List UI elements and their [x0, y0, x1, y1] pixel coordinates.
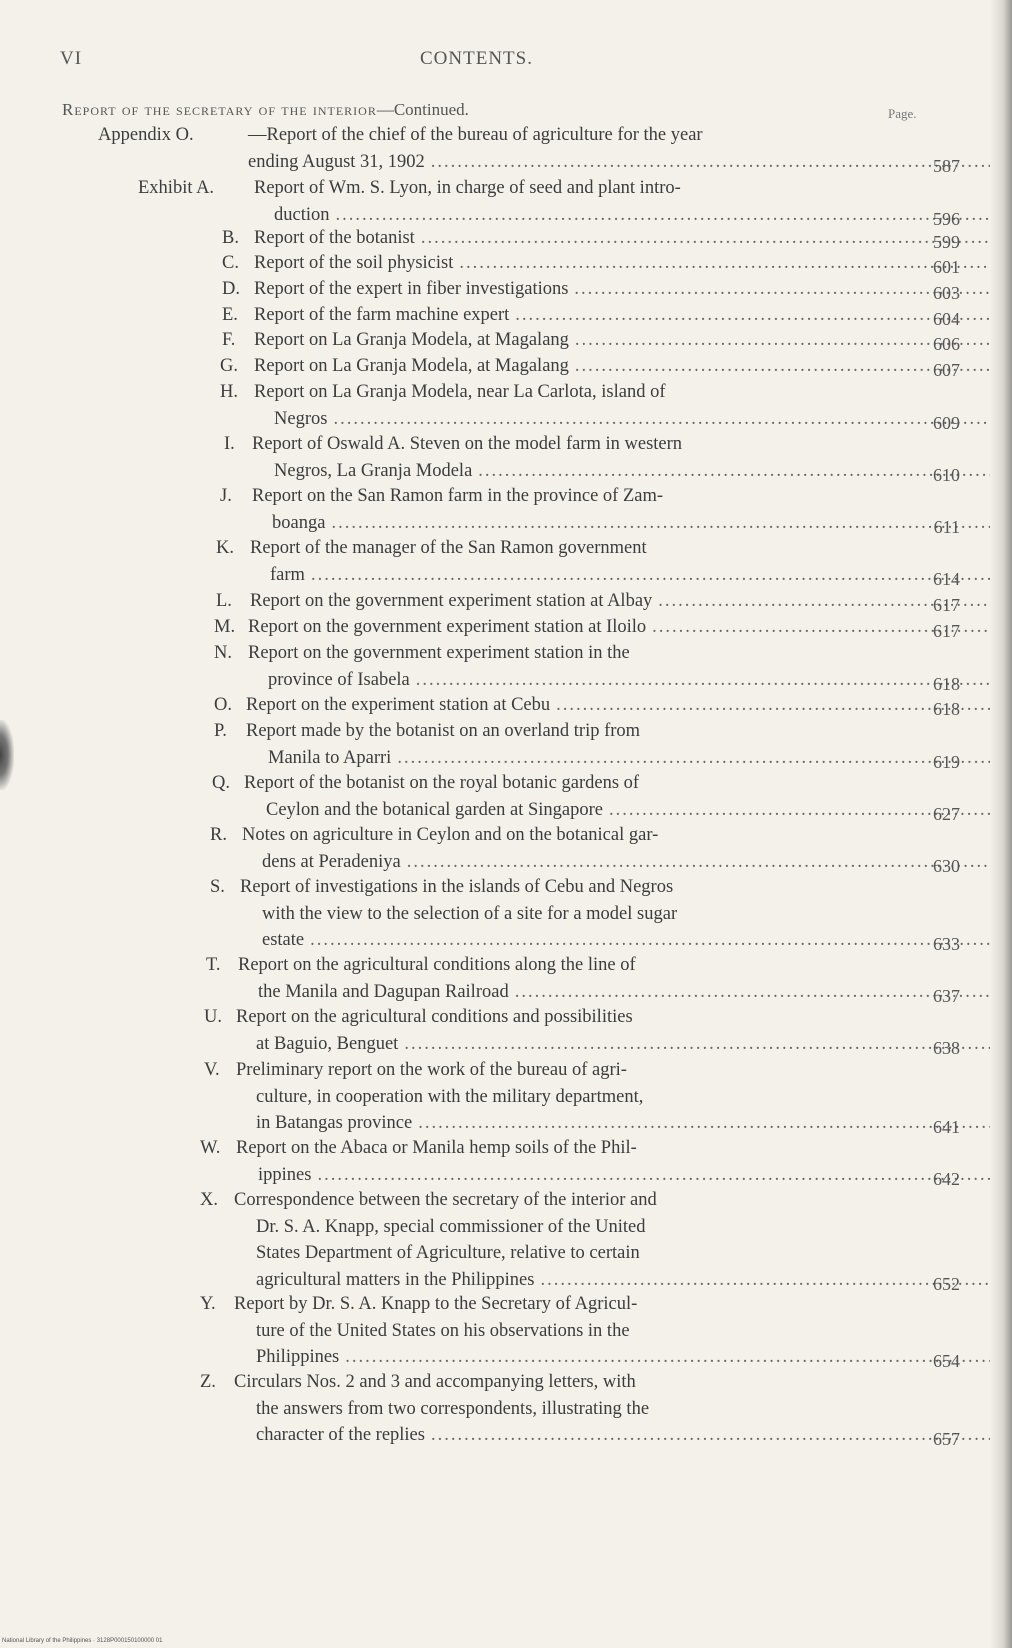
page-title: CONTENTS. [420, 48, 533, 69]
entry-label: J. [220, 486, 232, 506]
entry-page-number: 617 [933, 595, 960, 615]
entry-line: duction [274, 204, 330, 225]
entry-line: States Department of Agriculture, relative to certain [256, 1243, 640, 1263]
entry-line: Negros [274, 408, 328, 429]
section-title: Report of the secretary of the interior [62, 100, 377, 119]
leader-dots [317, 1162, 1012, 1189]
leader-dots [331, 510, 1012, 537]
entry-label: E. [222, 305, 238, 325]
entry-label: U. [204, 1007, 222, 1027]
toc-entry [204, 1004, 960, 1058]
entry-page-number: 641 [933, 1117, 960, 1137]
toc-entry [200, 1187, 960, 1294]
toc-entry [210, 874, 960, 954]
toc-entry [216, 588, 960, 615]
entry-page-number: 652 [933, 1273, 960, 1294]
entry-line: the answers from two correspondents, illustrating the [256, 1398, 650, 1419]
entry-page-number: 596 [933, 208, 960, 229]
toc-entry [210, 822, 960, 876]
entry-page-number: 618 [933, 699, 960, 719]
entry-page-number: 603 [933, 283, 960, 303]
toc-entry [220, 483, 960, 537]
toc-entry [98, 122, 960, 176]
entry-line: Report on the agricultural conditions and possibilities [236, 1007, 633, 1027]
entry-line: Report on the experiment station at Cebu [246, 695, 551, 715]
entry-page-number: 609 [933, 412, 960, 433]
entry-line: farm [270, 564, 305, 585]
entry-label: M. [214, 617, 236, 637]
entry-page-number: 627 [933, 803, 960, 824]
entry-label: Q. [212, 773, 230, 793]
entry-line: Negros, La Granja Modela [274, 460, 473, 481]
entry-line: Report of investigations in the islands of Cebu and Negros [240, 877, 674, 897]
toc-entry [222, 327, 960, 354]
toc-entry [138, 175, 960, 229]
entry-label: D. [222, 279, 240, 299]
entry-line: dens at Peradeniya [262, 851, 401, 872]
toc-entry [200, 1291, 960, 1371]
entry-line: Report on La Granja Modela, at Magalang [254, 356, 569, 376]
entry-line: agricultural matters in the Philippines [256, 1269, 535, 1290]
leader-dots [421, 225, 1012, 252]
toc-entry [216, 535, 960, 589]
entry-line: Report of Oswald A. Steven on the model farm in western [252, 434, 683, 454]
entry-label: N. [214, 643, 232, 663]
leader-dots [478, 458, 1012, 485]
entry-line: province of Isabela [268, 669, 410, 690]
entry-label: S. [210, 877, 225, 897]
page-folio: VI [60, 48, 83, 69]
entry-line: Report of the manager of the San Ramon government [250, 538, 647, 558]
section-suffix: —Continued. [376, 100, 469, 119]
entry-line: Report on the agricultural conditions along the line of [238, 955, 636, 975]
entry-line: character of the replies [256, 1425, 425, 1445]
entry-line: ippines [258, 1164, 312, 1185]
toc-entry [200, 1369, 960, 1449]
entry-label: O. [214, 695, 232, 715]
entry-line: estate [262, 930, 305, 950]
entry-line: Report on La Granja Modela, at Magalang [254, 330, 569, 350]
toc-entry [212, 770, 960, 824]
entry-page-number: 611 [933, 516, 960, 537]
entry-page-number: 614 [933, 568, 960, 589]
leader-dots [407, 849, 1012, 876]
entry-line: Philippines [256, 1347, 340, 1367]
entry-line: Report of Wm. S. Lyon, in charge of seed and plant intro- [254, 178, 681, 198]
entry-page-number: 633 [933, 934, 960, 954]
leader-dots [416, 667, 1012, 694]
leader-dots [431, 1422, 1012, 1449]
leader-dots [397, 745, 1012, 772]
toc-entry [214, 718, 960, 772]
entry-line: Report of the botanist [254, 228, 415, 248]
entry-line: culture, in cooperation with the military department, [256, 1086, 644, 1107]
section-heading [62, 100, 469, 120]
entry-line: Report on the government experiment station in the [248, 643, 630, 663]
entry-line: Report by Dr. S. A. Knapp to the Secretary of Agricul- [234, 1294, 638, 1314]
leader-dots [333, 406, 1012, 433]
entry-line: Report of the soil physicist [254, 253, 454, 273]
entry-page-number: 606 [933, 334, 960, 354]
toc-entry [220, 379, 960, 433]
entry-label: Z. [200, 1372, 216, 1392]
entry-line: Manila to Aparri [268, 747, 392, 768]
entry-line: in Batangas province [256, 1113, 413, 1133]
toc-entry [214, 692, 960, 719]
entry-label: G. [220, 356, 238, 376]
entry-line: with the view to the selection of a site for a model sugar [262, 903, 678, 924]
entry-label: C. [222, 253, 239, 273]
toc-entry [222, 250, 960, 277]
leader-dots [431, 149, 1012, 176]
entry-line: Report on La Granja Modela, near La Carlota, island of [254, 382, 666, 402]
toc-entry [206, 952, 960, 1006]
entry-line: Report on the government experiment station at Albay [250, 591, 653, 611]
entry-line: —Report of the chief of the bureau of agriculture for the year [248, 125, 703, 145]
page-edge [990, 0, 1012, 1648]
entry-label: Y. [200, 1294, 216, 1314]
entry-label: W. [200, 1138, 221, 1158]
leader-dots [418, 1110, 1012, 1137]
entry-label: I. [224, 434, 235, 454]
entry-label: V. [204, 1060, 220, 1080]
entry-line: Report on the San Ramon farm in the province of Zam- [252, 486, 664, 506]
leader-dots [310, 927, 1012, 954]
entry-page-number: 642 [933, 1168, 960, 1189]
scan-footer: National Library of the Philippines · 3128P000150100000 01 [2, 1638, 163, 1644]
toc-entry [220, 353, 960, 380]
entry-line: Ceylon and the botanical garden at Singapore [266, 799, 604, 820]
leader-dots [345, 1344, 1012, 1371]
toc-entry [222, 276, 960, 303]
entry-page-number: 610 [933, 464, 960, 485]
entry-label: L. [216, 591, 232, 611]
toc-entry [214, 640, 960, 694]
entry-line: Report on the Abaca or Manila hemp soils of the Phil- [236, 1138, 637, 1158]
entry-label: T. [206, 955, 221, 975]
entry-page-number: 604 [933, 309, 960, 329]
entry-page-number: 617 [933, 621, 960, 641]
leader-dots [459, 250, 1012, 277]
entry-line: Report of the farm machine expert [254, 305, 510, 325]
toc-entry [214, 614, 960, 641]
entry-page-number: 601 [933, 257, 960, 277]
entry-label: Exhibit A. [138, 178, 215, 198]
entry-page-number: 618 [933, 673, 960, 694]
entry-line: Report of the botanist on the royal botanic gardens of [244, 773, 640, 793]
entry-line: Preliminary report on the work of the bureau of agri- [236, 1060, 627, 1080]
toc-entry [222, 225, 960, 252]
entry-label: K. [216, 538, 234, 558]
entry-label: Appendix O. [98, 125, 194, 145]
toc-entry [200, 1135, 960, 1189]
entry-line: Report on the government experiment station at Iloilo [248, 617, 647, 637]
entry-label: P. [214, 721, 227, 741]
entry-page-number: 587 [933, 155, 960, 176]
entry-page-number: 657 [933, 1429, 960, 1449]
entry-label: R. [210, 825, 227, 845]
entry-page-number: 607 [933, 360, 960, 380]
leader-dots [404, 1031, 1012, 1058]
entry-page-number: 654 [933, 1351, 960, 1371]
entry-line: ending August 31, 1902 [248, 151, 425, 172]
entry-line: ture of the United States on his observations in the [256, 1320, 630, 1341]
entry-line: Circulars Nos. 2 and 3 and accompanying letters, with [234, 1372, 636, 1392]
entry-label: B. [222, 228, 239, 248]
entry-label: H. [220, 382, 238, 402]
entry-page-number: 599 [933, 232, 960, 252]
entry-line: Report of the expert in fiber investigations [254, 279, 569, 299]
page-column-label: Page. [888, 106, 917, 121]
entry-line: boanga [272, 512, 326, 533]
scan-smudge [0, 720, 14, 790]
entry-line: Report made by the botanist on an overland trip from [246, 721, 641, 741]
entry-line: at Baguio, Benguet [256, 1033, 399, 1054]
entry-page-number: 638 [933, 1037, 960, 1058]
entry-page-number: 637 [933, 985, 960, 1006]
entry-line: the Manila and Dagupan Railroad [258, 981, 509, 1002]
entry-line: Correspondence between the secretary of the interior and [234, 1190, 657, 1210]
entry-page-number: 630 [933, 855, 960, 876]
leader-dots [311, 562, 1012, 589]
entry-page-number: 619 [933, 751, 960, 772]
entry-label: F. [222, 330, 236, 350]
entry-label: X. [200, 1190, 218, 1210]
toc-entry [204, 1057, 960, 1137]
toc-entry [224, 431, 960, 485]
toc-entry [222, 302, 960, 329]
entry-line: Dr. S. A. Knapp, special commissioner of the United [256, 1216, 646, 1237]
entry-line: Notes on agriculture in Ceylon and on the botanical gar- [242, 825, 659, 845]
